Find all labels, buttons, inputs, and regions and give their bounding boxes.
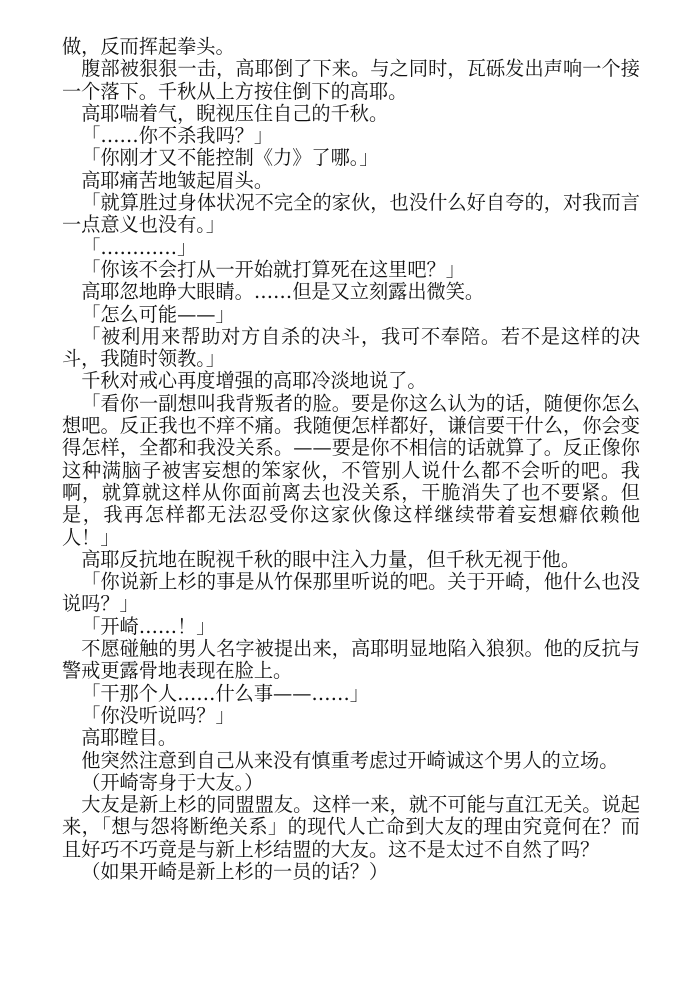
paragraph: 高耶反抗地在睨视千秋的眼中注入力量，但千秋无视于他。: [81, 547, 581, 571]
paragraph: 大友是新上杉的同盟盟友。这样一来，就不可能与直江无关。说起来，「想与怨将断绝关系」的现代人亡命到大友的理由究竟何在？而且好巧不巧竟是与新上杉结盟的大友。这不是太过不自然了吗？: [62, 793, 640, 861]
dialogue-line: 「你没听说吗？」: [81, 703, 235, 727]
paragraph: 高耶喘着气，睨视压住自己的千秋。: [81, 101, 389, 125]
dialogue-line: 「开崎……！」: [81, 614, 216, 638]
dialogue-line: 「你说新上杉的事是从竹保那里听说的吧。关于开崎，他什么也没说吗？」: [62, 570, 640, 616]
dialogue-line: 「怎么可能——」: [81, 302, 235, 326]
paragraph: 高耶痛苦地皱起眉头。: [81, 168, 274, 192]
paragraph: 高耶瞠目。: [81, 726, 178, 750]
paragraph: 千秋对戒心再度增强的高耶冷淡地说了。: [81, 369, 427, 393]
dialogue-line: 「你该不会打从一开始就打算死在这里吧？」: [81, 257, 465, 281]
paragraph: 他突然注意到自己从来没有慎重考虑过开崎诚这个男人的立场。: [81, 748, 619, 772]
dialogue-line: 「干那个人……什么事——……」: [81, 681, 369, 705]
paragraph: 腹部被狠狠一击，高耶倒了下来。与之同时，瓦砾发出声响一个接一个落下。千秋从上方按住倒下的高耶。: [62, 57, 640, 103]
paragraph: 做，反而挥起拳头。: [62, 35, 235, 58]
dialogue-line: 「你刚才又不能控制《力》了哪。」: [81, 146, 379, 170]
dialogue-line: 「被利用来帮助对方自杀的决斗，我可不奉陪。若不是这样的决斗，我随时领教。」: [62, 324, 640, 371]
paragraph: 不愿碰触的男人名字被提出来，高耶明显地陷入狼狈。他的反抗与警戒更露骨地表现在脸上。: [62, 637, 640, 683]
inner-thought: （如果开崎是新上杉的一员的话？）: [81, 859, 389, 883]
inner-thought: （开崎寄身于大友。）: [81, 770, 264, 794]
paragraph: 高耶忽地睁大眼睛。……但是又立刻露出微笑。: [81, 280, 485, 304]
novel-page: [62, 36, 640, 883]
dialogue-line: 「看你一副想叫我背叛者的脸。要是你这么认为的话，随便你怎么想吧。反正我也不痒不痛。我随便怎样都好，谦信要干什么，你会变得怎样，全都和我没关系。——要是你不相信的话就算了。反正像你这种满脑子被害妄想的笨家伙，不管别人说什么都不会听的吧。我啊，就算就这样从你面前离去也没关系，干脆消失了也不要紧。但是，我再怎样都无法忍受你这家伙像这样继续带着妄想癖依赖他人！」: [62, 391, 640, 549]
dialogue-line: 「就算胜过身体状况不完全的家伙，也没什么好自夸的，对我而言一点意义也没有。」: [62, 191, 640, 237]
dialogue-line: 「…………」: [81, 235, 197, 259]
dialogue-line: 「……你不杀我吗？」: [81, 124, 274, 148]
